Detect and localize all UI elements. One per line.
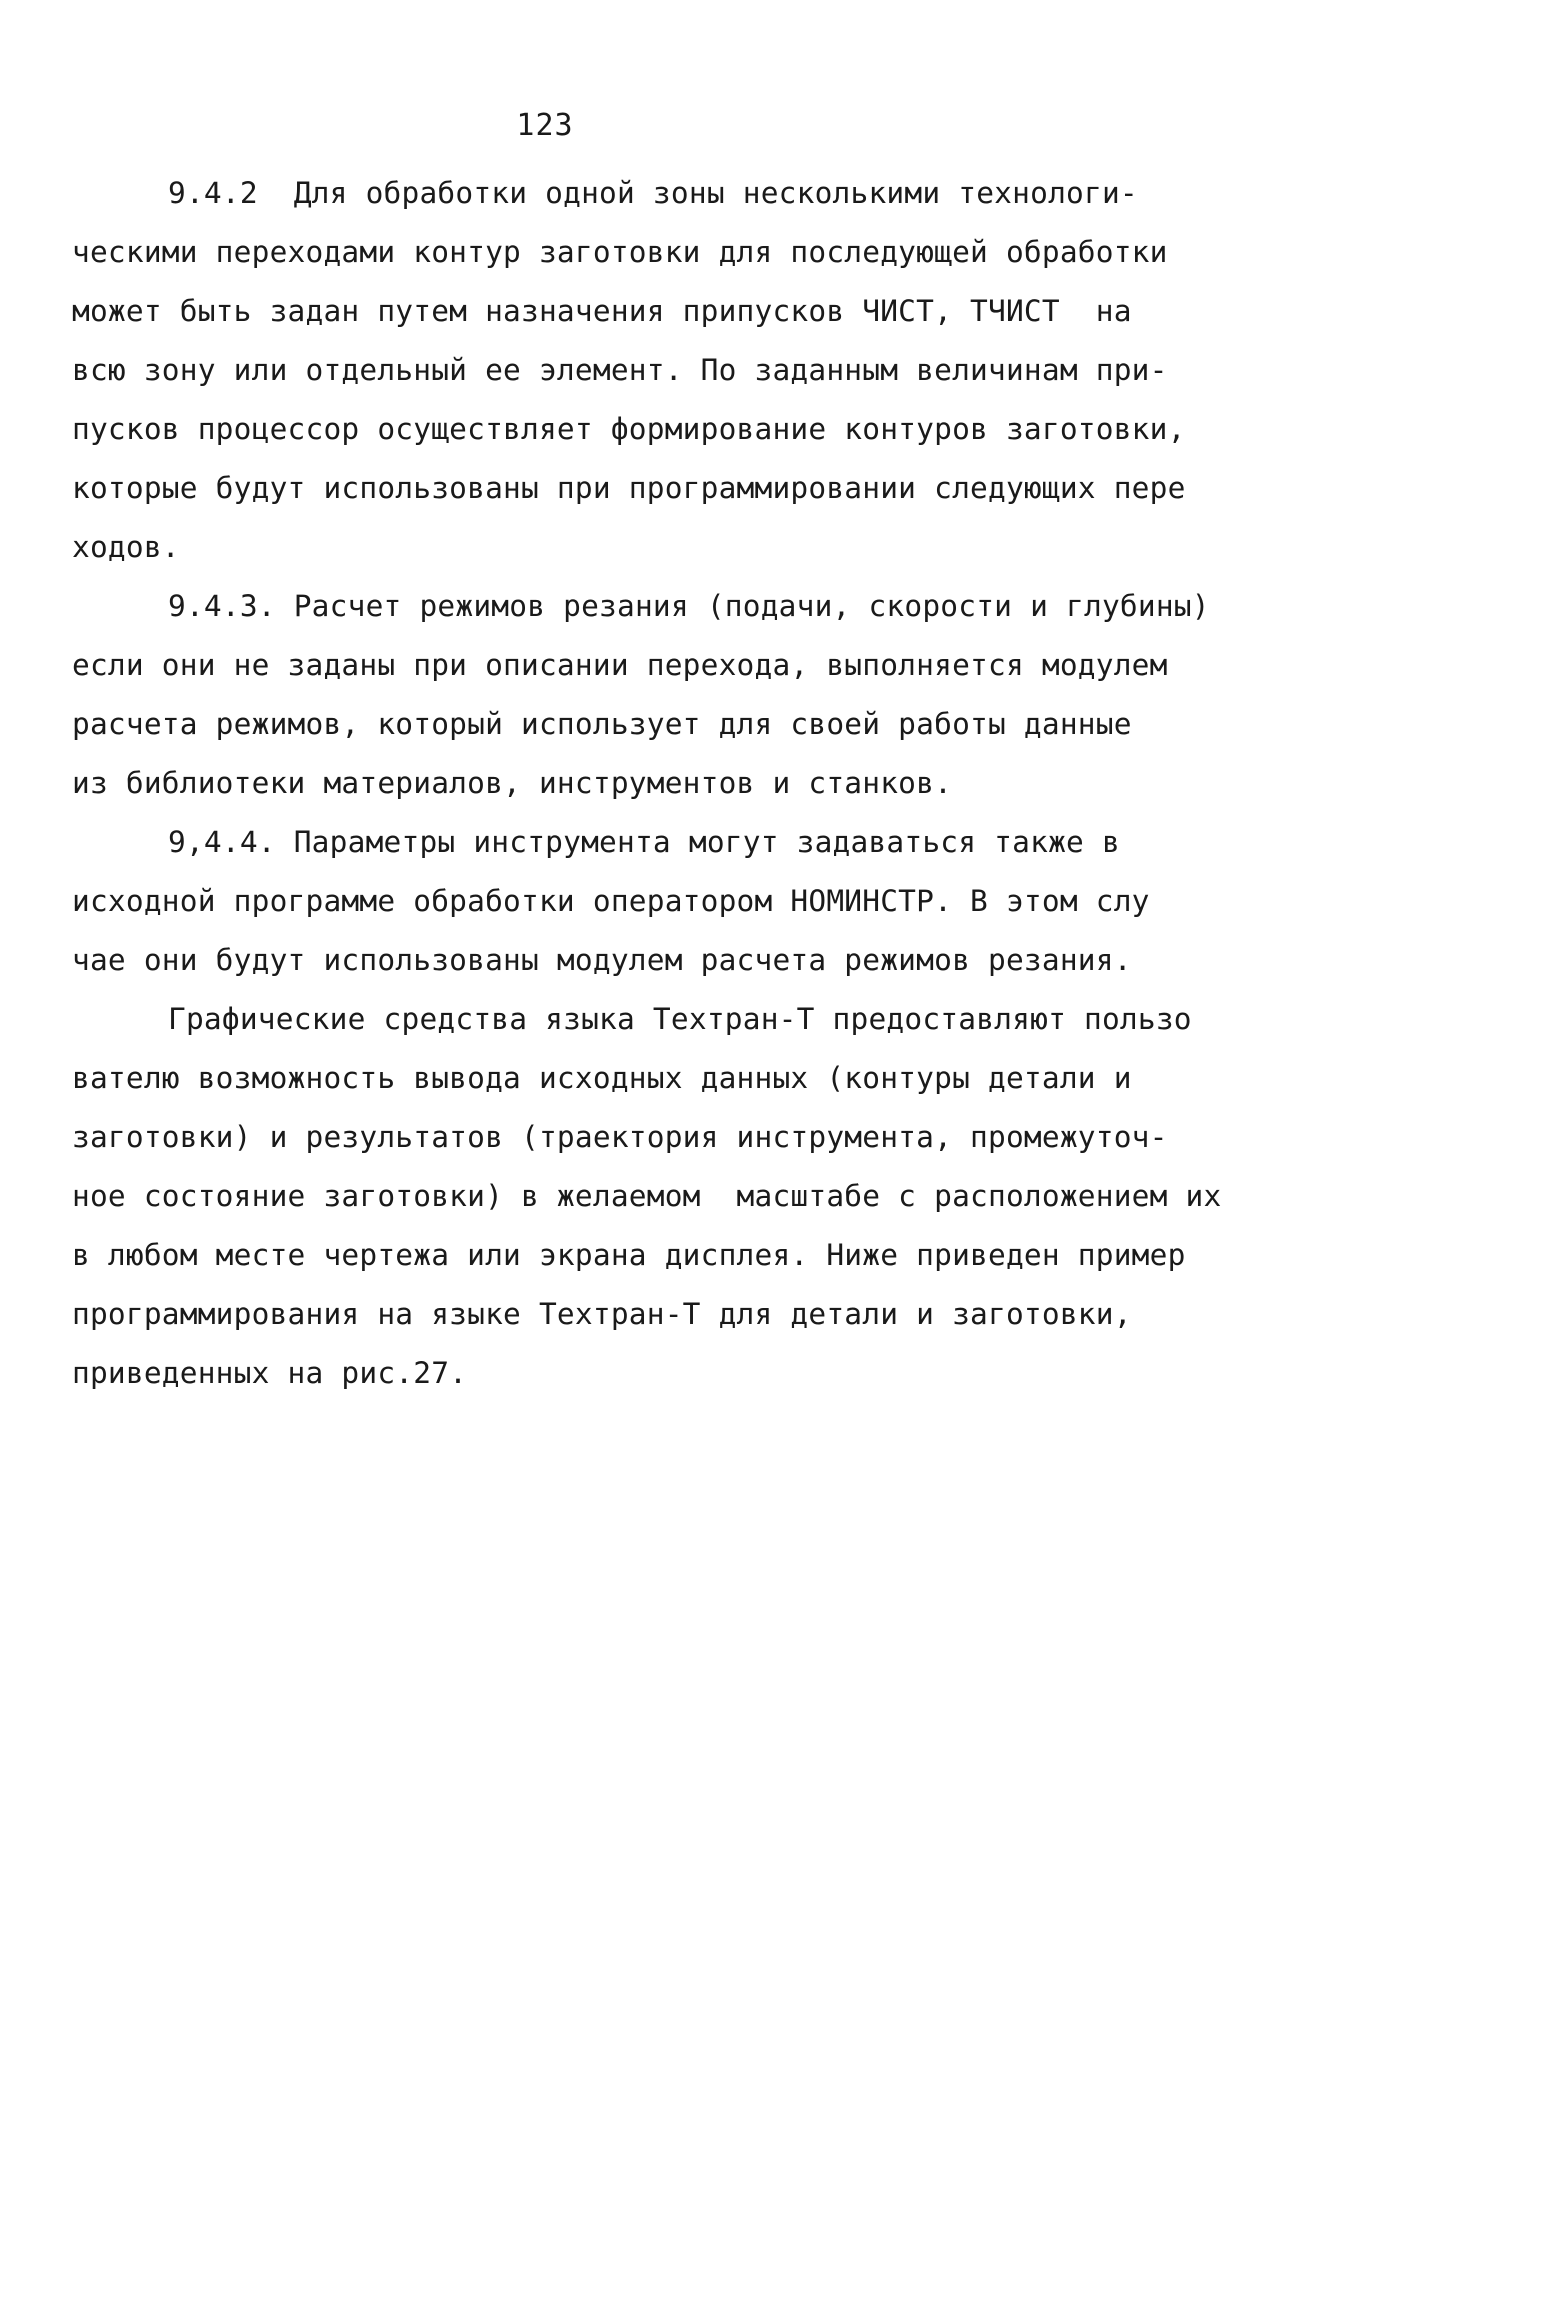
paragraph-9-4-2-line-1: 9.4.2 Для обработки одной зоны несколькими технологи- [168,176,1138,210]
paragraph-graphics-line-7: приведенных на рис.27. [72,1356,468,1390]
page-number: 123 [516,108,574,143]
paragraph-9-4-3-line-3: расчета режимов, который использует для своей работы данные [72,707,1132,741]
paragraph-graphics-line-2: вателю возможность вывода исходных данных (контуры детали и [72,1061,1132,1095]
paragraph-9-4-3-line-1: 9.4.3. Расчет режимов резания (подачи, скорости и глубины) [168,589,1210,623]
paragraph-9-4-3-line-4: из библиотеки материалов, инструментов и станков. [72,766,953,800]
paragraph-9-4-2-line-2: ческими переходами контур заготовки для последующей обработки [72,235,1168,269]
paragraph-9-4-4-line-3: чае они будут использованы модулем расчета режимов резания. [72,943,1132,977]
paragraph-graphics-line-4: ное состояние заготовки) в желаемом масштабе с расположением их [72,1179,1222,1213]
paragraph-9-4-4-line-1: 9,4.4. Параметры инструмента могут задаваться также в [168,825,1120,859]
paragraph-9-4-2-line-5: пусков процессор осуществляет формирование контуров заготовки, [72,412,1186,446]
paragraph-9-4-3-line-2: если они не заданы при описании перехода, выполняется модулем [72,648,1168,682]
paragraph-9-4-2-line-4: всю зону или отдельный ее элемент. По заданным величинам при- [72,353,1168,387]
paragraph-9-4-4-line-2: исходной программе обработки оператором НОМИНСТР. В этом слу [72,884,1150,918]
paragraph-9-4-2-line-7: ходов. [72,530,180,564]
paragraph-9-4-2-line-6: которые будут использованы при программировании следующих пере [72,471,1186,505]
paragraph-9-4-2-line-3: может быть задан путем назначения припусков ЧИСТ, ТЧИСТ на [72,294,1132,328]
paragraph-graphics-line-6: программирования на языке Техтран-Т для детали и заготовки, [72,1297,1132,1331]
paragraph-graphics-line-5: в любом месте чертежа или экрана дисплея. Ниже приведен пример [72,1238,1186,1272]
paragraph-graphics-line-1: Графические средства языка Техтран-Т предоставляют пользо [168,1002,1192,1036]
paragraph-graphics-line-3: заготовки) и результатов (траектория инструмента, промежуточ- [72,1120,1168,1154]
body-text [72,164,1272,1403]
